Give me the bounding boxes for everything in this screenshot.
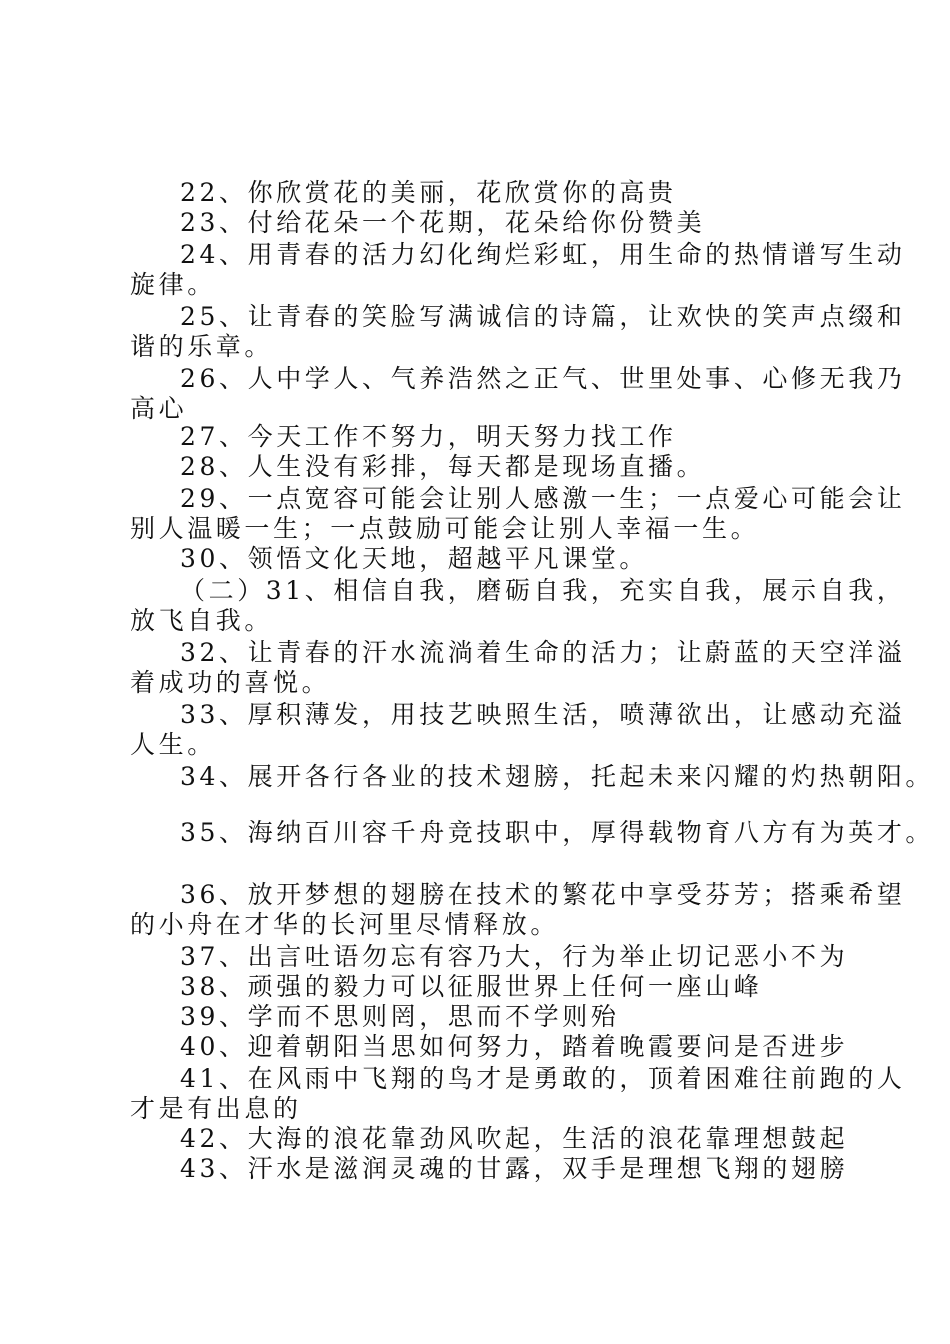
text-line: 38、顽强的毅力可以征服世界上任何一座山峰: [180, 972, 763, 1001]
text-line: 36、放开梦想的翅膀在技术的繁花中享受芬芳；搭乘希望: [180, 880, 906, 909]
text-line: 25、让青春的笑脸写满诚信的诗篇，让欢快的笑声点缀和: [180, 302, 906, 331]
text-line: 37、出言吐语勿忘有容乃大，行为举止切记恶小不为: [180, 942, 849, 971]
text-line: 的小舟在才华的长河里尽情释放。: [130, 910, 560, 939]
text-line: 谐的乐章。: [130, 332, 274, 361]
text-line: 27、今天工作不努力，明天努力找工作: [180, 422, 677, 451]
text-line: 26、人中学人、气养浩然之正气、世里处事、心修无我乃: [180, 364, 906, 393]
text-line: 41、在风雨中飞翔的鸟才是勇敢的，顶着困难往前跑的人: [180, 1064, 906, 1093]
text-line: 43、汗水是滋润灵魂的甘露，双手是理想飞翔的翅膀: [180, 1154, 849, 1183]
text-line: 29、一点宽容可能会让别人感激一生；一点爱心可能会让: [180, 484, 906, 513]
text-line: 放飞自我。: [130, 606, 274, 635]
text-line: 39、学而不思则罔，思而不学则殆: [180, 1002, 620, 1031]
text-line: 24、用青春的活力幻化绚烂彩虹，用生命的热情谱写生动: [180, 240, 906, 269]
text-line: 34、展开各行各业的技术翅膀，托起未来闪耀的灼热朝阳。: [180, 762, 935, 791]
text-line: 才是有出息的: [130, 1094, 302, 1123]
text-line: 32、让青春的汗水流淌着生命的活力；让蔚蓝的天空洋溢: [180, 638, 906, 667]
text-line: 22、你欣赏花的美丽，花欣赏你的高贵: [180, 178, 677, 207]
text-line: 着成功的喜悦。: [130, 668, 331, 697]
text-line: 28、人生没有彩排，每天都是现场直播。: [180, 452, 706, 481]
text-line: 35、海纳百川容千舟竞技职中，厚得载物育八方有为英才。: [180, 818, 935, 847]
text-line: 23、付给花朵一个花期，花朵给你份赞美: [180, 208, 706, 237]
text-line: 旋律。: [130, 270, 216, 299]
text-line: 30、领悟文化天地，超越平凡课堂。: [180, 544, 649, 573]
text-line: 40、迎着朝阳当思如何努力，踏着晚霞要问是否进步: [180, 1032, 849, 1061]
text-line: 别人温暖一生；一点鼓励可能会让别人幸福一生。: [130, 514, 760, 543]
text-line: 高心: [130, 394, 188, 423]
text-line: 42、大海的浪花靠劲风吹起，生活的浪花靠理想鼓起: [180, 1124, 849, 1153]
text-line: 人生。: [130, 730, 216, 759]
text-line: 33、厚积薄发，用技艺映照生活，喷薄欲出，让感动充溢: [180, 700, 906, 729]
text-line: （二）31、相信自我，磨砺自我，充实自我，展示自我，: [180, 576, 906, 605]
